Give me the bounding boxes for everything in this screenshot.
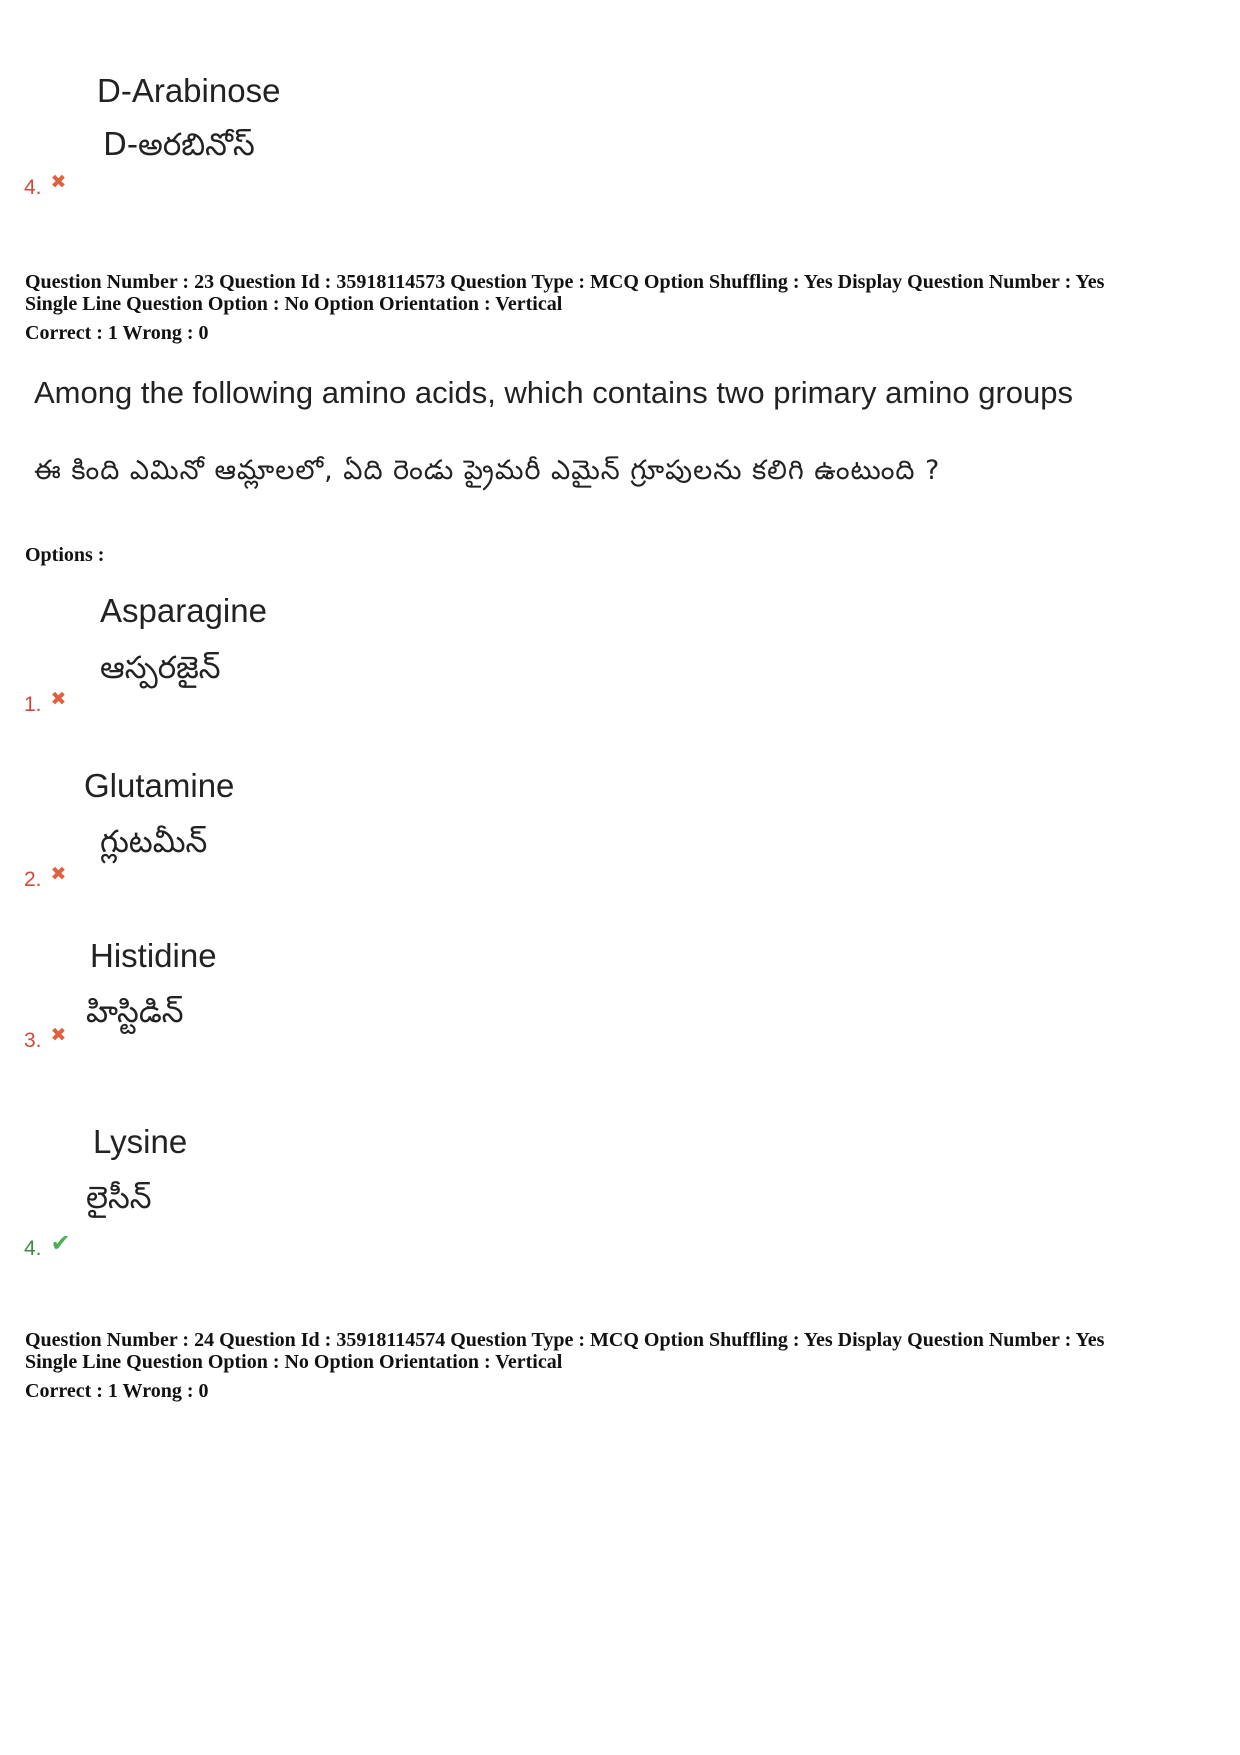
q24-score-line: Correct : 1 Wrong : 0 xyxy=(25,1380,209,1402)
cross-mark-icon: ✖ xyxy=(50,864,67,885)
option-number-label: 1. xyxy=(24,693,42,716)
q23-meta-line-2: Single Line Question Option : No Option Orientation : Vertical xyxy=(25,293,563,315)
prev-option-4-text-en: D-Arabinose xyxy=(97,72,281,109)
q23-question-te: ఈ కింది ఎమినో ఆమ్లాలలో, ఏది రెండు ప్రైమరీ ఎమైన్ గ్రూపులను కలిగి ఉంటుంది ? xyxy=(34,455,941,486)
q23-option-2-text-en: Glutamine xyxy=(84,767,235,804)
q23-option-1-text-en: Asparagine xyxy=(100,592,267,629)
q23-option-4-number xyxy=(24,1230,71,1262)
q24-meta-line-1: Question Number : 24 Question Id : 35918114574 Question Type : MCQ Option Shuffling : Yes Display Question Number : Yes xyxy=(25,1329,1105,1351)
q23-option-3-text-en: Histidine xyxy=(90,937,217,974)
q23-option-2-text-te: గ్లుటమీన్ xyxy=(100,824,208,860)
q23-option-1-number xyxy=(24,689,67,717)
option-number-label: 3. xyxy=(24,1029,42,1052)
option-number-label: 4. xyxy=(24,176,42,199)
cross-mark-icon: ✖ xyxy=(50,689,67,710)
q23-score-line: Correct : 1 Wrong : 0 xyxy=(25,322,209,344)
q24-meta-line-2: Single Line Question Option : No Option Orientation : Vertical xyxy=(25,1351,563,1373)
prev-option-4-number xyxy=(24,172,67,200)
q23-meta-line-1: Question Number : 23 Question Id : 35918114573 Question Type : MCQ Option Shuffling : Yes Display Question Number : Yes xyxy=(25,271,1105,293)
q23-question-en: Among the following amino acids, which contains two primary amino groups xyxy=(34,375,1073,410)
cross-mark-icon: ✖ xyxy=(50,1025,67,1046)
q23-option-1-text-te: ఆస్పరజైన్ xyxy=(100,650,221,686)
option-number-label: 2. xyxy=(24,868,42,891)
q23-option-4-text-te: లైసీన్ xyxy=(86,1180,152,1216)
q23-option-4-text-en: Lysine xyxy=(93,1123,188,1160)
prev-option-4-text-te: D-అరబినోస్ xyxy=(103,127,255,163)
q23-option-2-number xyxy=(24,864,67,892)
check-mark-icon: ✔ xyxy=(50,1230,71,1257)
q23-option-3-number xyxy=(24,1025,67,1053)
option-number-label: 4. xyxy=(24,1237,42,1260)
cross-mark-icon: ✖ xyxy=(50,172,67,193)
q23-option-3-text-te: హిస్టిడిన్ xyxy=(86,994,184,1030)
q23-options-label: Options : xyxy=(25,544,105,566)
